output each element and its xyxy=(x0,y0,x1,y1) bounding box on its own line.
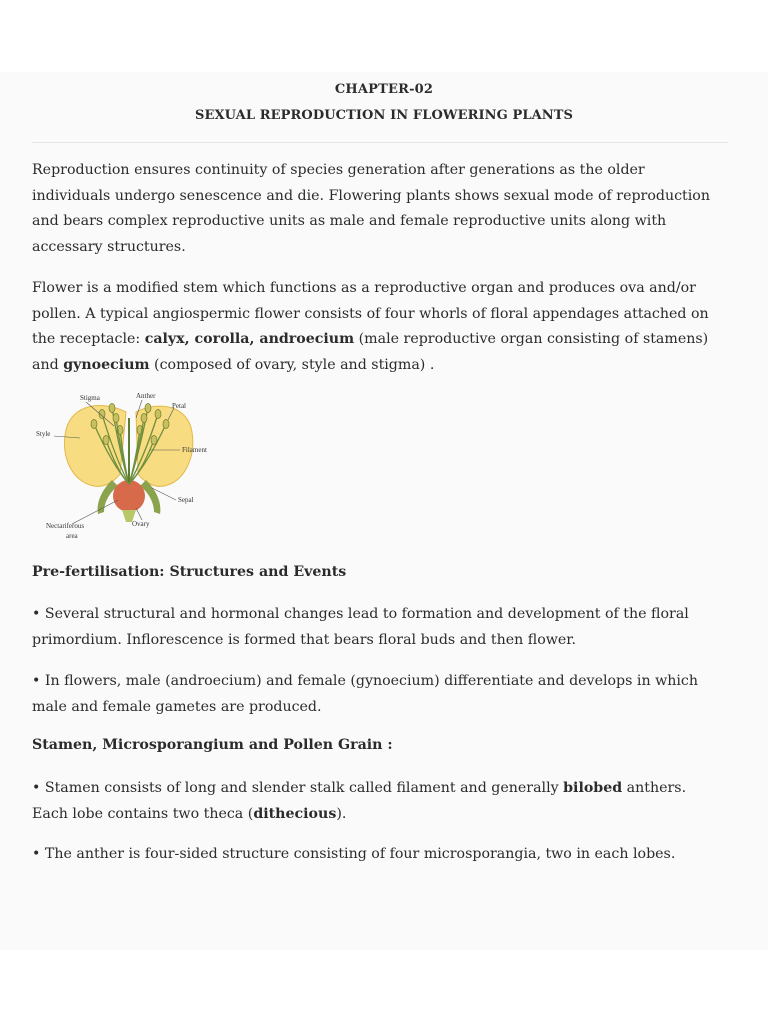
text-span: (composed of ovary, style and stigma) . xyxy=(149,356,435,373)
chapter-number: CHAPTER-02 xyxy=(334,82,434,97)
flower-diagram xyxy=(32,390,232,548)
text-span: ). xyxy=(336,805,347,822)
bold-term-gynoecium: gynoecium xyxy=(63,356,150,373)
label-style: Style xyxy=(36,430,51,438)
ovary-shape xyxy=(113,480,145,512)
intro-paragraph: Reproduction ensures continuity of species generation after generations as the older individuals undergo senescence and die. Flowering plants shows sexual mode of reproduction and bears complex reproductive units as male and female reproductive units along with accessary structures. xyxy=(32,162,710,255)
flower-paragraph xyxy=(32,276,722,378)
divider xyxy=(32,142,728,143)
anther-shape xyxy=(113,414,119,423)
label-petal: Petal xyxy=(172,402,186,410)
bullet-item: • Several structural and hormonal changes lead to formation and development of the floral primordium. Inflorescence is formed that bears floral buds and then flower. xyxy=(32,606,689,648)
anther-shape xyxy=(141,414,147,423)
label-ovary: Ovary xyxy=(132,520,150,528)
chapter-title: SEXUAL REPRODUCTION IN FLOWERING PLANTS xyxy=(194,108,574,123)
bold-term-whorls: calyx, corolla, androecium xyxy=(144,331,355,347)
label-anther: Anther xyxy=(136,392,156,400)
bullet-item xyxy=(32,776,722,827)
anther-shape xyxy=(103,436,109,445)
anther-shape xyxy=(91,420,97,429)
label-stigma: Stigma xyxy=(80,394,100,402)
text-span: anthers. Each lobe contains two theca ( xyxy=(32,780,687,822)
anther-shape xyxy=(109,404,115,413)
bullet-item: • The anther is four-sided structure consisting of four microsporangia, two in each lobes. xyxy=(32,846,676,862)
text-span: (male reproductive organ consisting of stamens) and xyxy=(32,331,709,373)
anther-shape xyxy=(145,404,151,413)
bold-term-bilobed: bilobed xyxy=(563,780,623,796)
document-page xyxy=(0,72,768,950)
section-heading-stamen: Stamen, Microsporangium and Pollen Grain : xyxy=(32,737,393,753)
label-sepal: Sepal xyxy=(178,496,194,504)
anther-shape xyxy=(151,436,157,445)
section-heading-prefertilisation: Pre-fertilisation: Structures and Events xyxy=(32,564,347,580)
label-nectariferous: Nectariferous xyxy=(46,522,85,530)
bullet-item: • In flowers, male (androecium) and female (gynoecium) differentiate and develops in which male and female gametes are produced. xyxy=(32,673,699,715)
label-filament: Filament xyxy=(182,446,207,454)
text-span: Flower is a modified stem which functions as a reproductive organ and produces ova and/or pollen. A typical angiospermic flower consists of four whorls of floral appendages attached on the receptacle: xyxy=(32,280,709,347)
anther-shape xyxy=(163,420,169,429)
bold-term-dithecious: dithecious xyxy=(253,805,337,822)
anther-shape xyxy=(155,410,161,419)
text-span: • Stamen consists of long and slender stalk called filament and generally xyxy=(32,780,564,796)
label-nectariferous-area: area xyxy=(66,532,78,540)
